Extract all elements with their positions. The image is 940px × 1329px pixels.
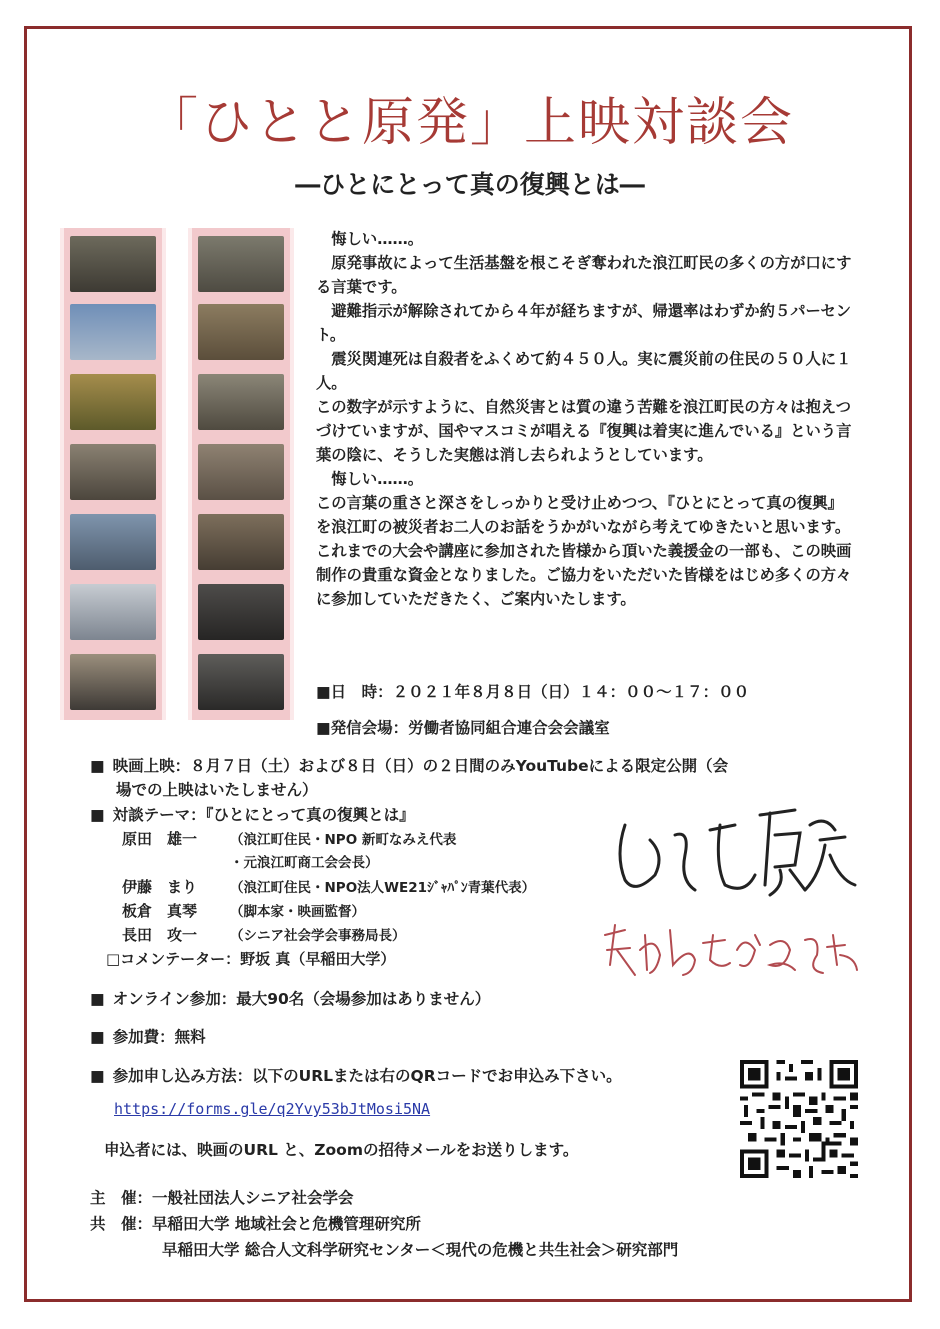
speaker-row [122, 876, 535, 897]
co-name: 早稲田大学 地域社会と危機管理研究所 [152, 1215, 421, 1233]
bullet-icon: ■ [90, 1028, 105, 1046]
qr-code-icon[interactable] [740, 1060, 858, 1178]
application-link[interactable]: https://forms.gle/q2Yvy53bJtMosi5NA [114, 1100, 431, 1118]
portrait-photo [198, 444, 284, 500]
film-logo-calligraphy [595, 785, 875, 1015]
co-organizer-2: 早稲田大学 総合人文科学研究センター＜現代の危機と共生社会＞研究部門 [162, 1241, 679, 1259]
speaker-role: （脚本家・映画監督） [230, 904, 365, 920]
intro-paragraph: この言葉の重さと深さをしっかりと受け止めつつ、『ひとにとって真の復興』を浪江町の被災者お二人のお話をうかがいながら考えてゆきたいと思います。これまでの大会や講座に参加された皆様から頂いた義援金の一部も、この映画制作の貴重な資金となりました。ご協力をいただいた皆様をはじめ多くの方々に参加していただきたく、ご案内いたします。 [316, 494, 852, 608]
intro-paragraph: 震災関連死は自殺者をふくめて約４５０人。実に震災前の住民の５０人に１人。 [316, 350, 852, 392]
speaker-row [122, 924, 406, 945]
screening-text: 映画上映：８月７日（土）および８日（日）の２日間のみYouTubeによる限定公開（会 [112, 757, 729, 775]
portrait-photo [70, 654, 156, 710]
portrait-photo [198, 654, 284, 710]
logo-main-strokes [620, 810, 855, 895]
portrait-photo [198, 374, 284, 430]
host-organizer [90, 1186, 354, 1208]
participation-fee [90, 1025, 206, 1047]
application-method [90, 1064, 622, 1086]
logo-main-text: ひとと原発 [732, 1013, 738, 1014]
speaker-role: （シニア社会学会事務局長） [230, 928, 406, 944]
logo-sub-text: 失われたふるさと [731, 1014, 739, 1015]
application-note: 申込者には、映画のURL と、Zoomの招待メールをお送りします。 [104, 1141, 579, 1159]
screening-line-1 [90, 754, 728, 776]
page-subtitle: ―ひとにとって真の復興とは― [295, 170, 645, 199]
speaker-row [122, 900, 365, 921]
talk-theme [90, 803, 415, 825]
portrait-photo [198, 236, 284, 292]
intro-paragraph: 悔しい……。 [331, 230, 424, 248]
speaker-name: 板倉 真琴 [122, 902, 198, 920]
portrait-photo [70, 374, 156, 430]
speaker-name: 伊藤 まり [122, 878, 198, 896]
event-date: ■日 時：２０２１年８月８日（日）１４：００～１７：００ [316, 683, 750, 701]
page-title: 「ひとと原発」上映対談会 [145, 93, 794, 153]
speaker-role: ・元浪江町商工会会長） [230, 855, 379, 871]
talk-theme-label: 対談テーマ：『ひとにとって真の復興とは』 [112, 806, 415, 824]
logo-sub-strokes [605, 925, 857, 975]
host-name: 一般社団法人シニア社会学会 [152, 1189, 354, 1207]
portrait-photo [198, 584, 284, 640]
portrait-photo [70, 514, 156, 570]
intro-paragraph: 避難指示が解除されてから４年が経ちますが、帰還率はわずか約５パーセント。 [316, 302, 852, 344]
speaker-role-cont [230, 851, 379, 871]
speaker-role: （浪江町住民・NPO法人WE21ｼﾞｬﾊﾟﾝ青葉代表） [230, 880, 536, 896]
co-label: 共 催： [90, 1215, 153, 1233]
event-venue: ■発信会場：労働者協同組合連合会会議室 [316, 719, 610, 737]
commentator: □コメンテーター：野坂 真（早稲田大学） [106, 950, 396, 968]
speaker-role: （浪江町住民・NPO 新町なみえ代表 [230, 832, 457, 848]
bullet-icon: ■ [90, 1067, 105, 1085]
portrait-photo [70, 584, 156, 640]
portrait-photo [70, 444, 156, 500]
portrait-photo [70, 304, 156, 360]
photo-strip-right [188, 228, 294, 720]
bullet-icon: ■ [90, 757, 105, 775]
photo-strip-left [60, 228, 166, 720]
intro-text [316, 227, 856, 611]
screening-line-2: 場での上映はいたしません） [116, 781, 318, 799]
co-organizer [90, 1212, 421, 1234]
speaker-name: 原田 雄一 [122, 830, 198, 848]
portrait-photo [70, 236, 156, 292]
fee-text: 参加費：無料 [112, 1028, 206, 1046]
speaker-row [122, 828, 456, 849]
online-participation [90, 987, 490, 1009]
portrait-photo [198, 304, 284, 360]
speaker-name: 長田 攻一 [122, 926, 198, 944]
bullet-icon: ■ [90, 806, 105, 824]
apply-text: 参加申し込み方法：以下のURLまたは右のQRコードでお申込み下さい。 [112, 1067, 622, 1085]
intro-paragraph: この数字が示すように、自然災害とは質の違う苦難を浪江町民の方々は抱えつづけていますが、国やマスコミが唱える『復興は着実に進んでいる』という言葉の陰に、そうした実態は消し去られようとしています。 [316, 398, 852, 464]
intro-paragraph: 原発事故によって生活基盤を根こそぎ奪われた浪江町民の多くの方が口にする言葉です。 [316, 254, 852, 296]
online-text: オンライン参加：最大90名（会場参加はありません） [112, 990, 491, 1008]
portrait-photo [198, 514, 284, 570]
intro-paragraph: 悔しい……。 [331, 470, 424, 488]
bullet-icon: ■ [90, 990, 105, 1008]
host-label: 主 催： [90, 1189, 153, 1207]
